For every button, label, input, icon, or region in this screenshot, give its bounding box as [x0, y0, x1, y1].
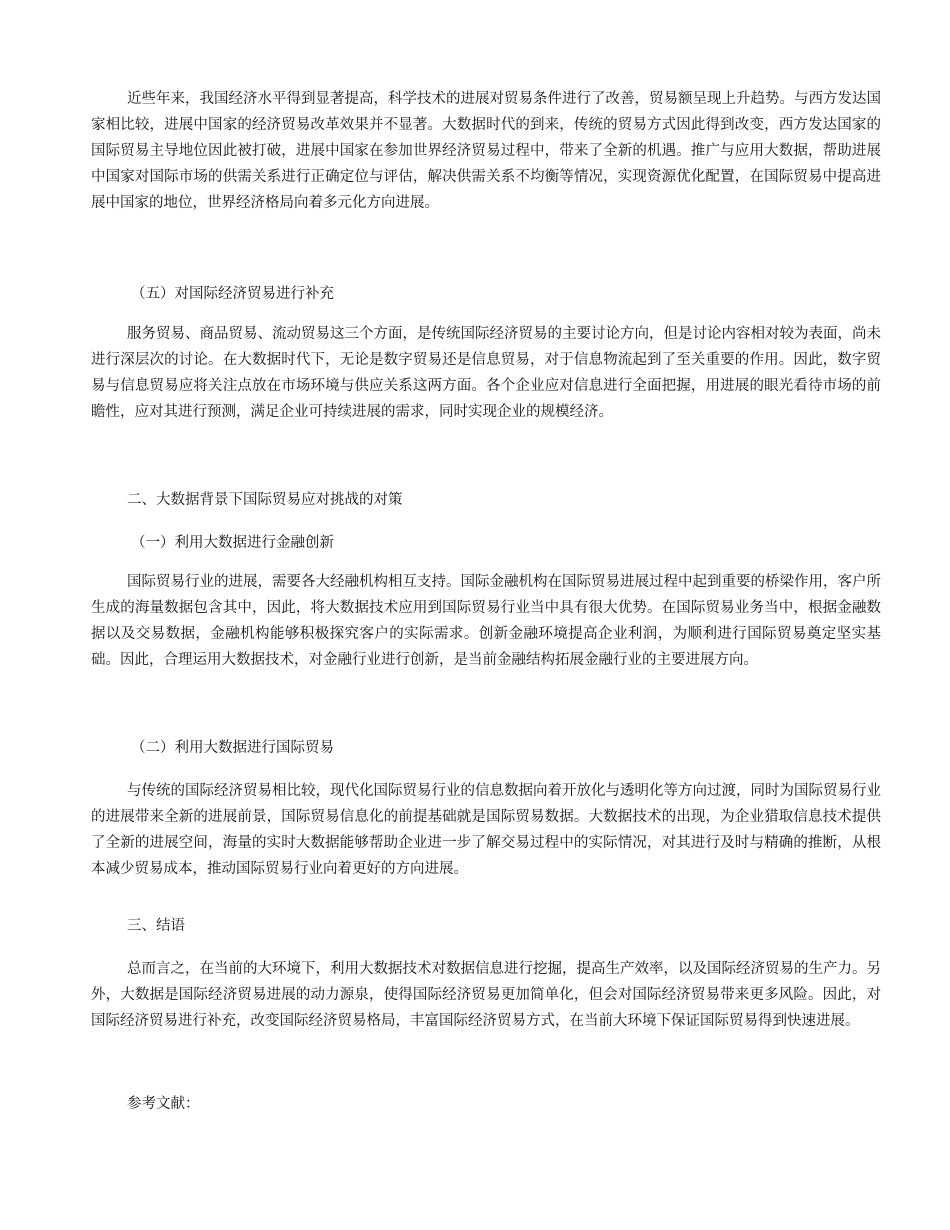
heading-big-data-trade: （二）利用大数据进行国际贸易 [131, 740, 334, 756]
heading-conclusion: 三、结语 [127, 918, 185, 934]
paragraph-economic-development: 近些年来，我国经济水平得到显著提高，科学技术的进展对贸易条件进行了改善，贸易额呈现上升趋势。与西方发达国家相比较，进展中国家的经济贸易改革效果并不显著。大数据时代的到来，传统的贸易方式因此得到改变，西方发达国家的国际贸易主导地位因此被打破，进展中国家在参加世界经济贸易过程中，带来了全新的机遇。推广与应用大数据，帮助进展中国家对国际市场的供需关系进行正确定位与评估，解决供需关系不均衡等情况，实现资源优化配置，在国际贸易中提高进展中国家的地位，世界经济格局向着多元化方向进展。 [91, 91, 881, 211]
paragraph-big-data-trade: 与传统的国际经济贸易相比较，现代化国际贸易行业的信息数据向着开放化与透明化等方向过渡，同时为国际贸易行业的进展带来全新的进展前景，国际贸易信息化的前提基础就是国际贸易数据。大数据技术的出现，为企业猎取信息技术提供了全新的进展空间，海量的实时大数据能够帮助企业进一步了解交易过程中的实际情况，对其进行及时与精确的推断，从根本减少贸易成本，推动国际贸易行业向着更好的方向进展。 [91, 783, 881, 877]
heading-references: 参考文献： [127, 1096, 200, 1112]
heading-supplement-trade: （五）对国际经济贸易进行补充 [131, 286, 334, 302]
heading-countermeasures: 二、大数据背景下国际贸易应对挑战的对策 [127, 492, 403, 508]
heading-financial-innovation: （一）利用大数据进行金融创新 [131, 535, 334, 551]
paragraph-trade-directions: 服务贸易、商品贸易、流动贸易这三个方面，是传统国际经济贸易的主要讨论方向，但是讨论内容相对较为表面，尚未进行深层次的讨论。在大数据时代下，无论是数字贸易还是信息贸易，对于信息物流起到了至关重要的作用。因此，数字贸易与信息贸易应将关注点放在市场环境与供应关系这两方面。各个企业应对信息进行全面把握，用进展的眼光看待市场的前瞻性，应对其进行预测，满足企业可持续进展的需求，同时实现企业的规模经济。 [91, 326, 881, 420]
paragraph-conclusion: 总而言之，在当前的大环境下，利用大数据技术对数据信息进行挖掘，提高生产效率，以及国际经济贸易的生产力。另外，大数据是国际经济贸易进展的动力源泉，使得国际经济贸易更加简单化，但会对国际经济贸易带来更多风险。因此，对国际经济贸易进行补充，改变国际经济贸易格局，丰富国际经济贸易方式，在当前大环境下保证国际贸易得到快速进展。 [91, 961, 881, 1029]
paragraph-financial-innovation: 国际贸易行业的进展，需要各大经融机构相互支持。国际金融机构在国际贸易进展过程中起到重要的桥梁作用，客户所生成的海量数据包含其中，因此，将大数据技术应用到国际贸易行业当中具有很大优势。在国际贸易业务当中，根据金融数据以及交易数据，金融机构能够积极探究客户的实际需求。创新金融环境提高企业利润，为顺利进行国际贸易奠定坚实基础。因此，合理运用大数据技术，对金融行业进行创新，是当前金融结构拓展金融行业的主要进展方向。 [91, 574, 881, 668]
